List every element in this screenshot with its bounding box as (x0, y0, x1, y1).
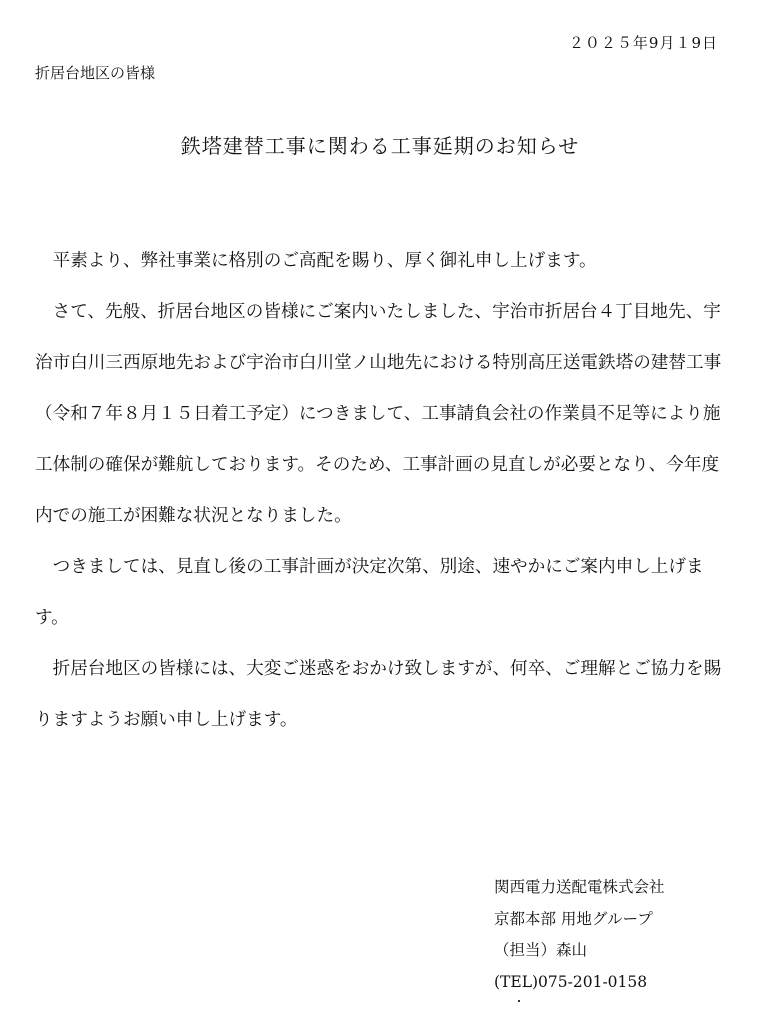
paragraph-followup: つきましては、見直し後の工事計画が決定次第、別途、速やかにご案内申し上げます。 (35, 557, 704, 628)
sender-block (494, 872, 665, 998)
paragraph-postponement: さて、先般、折居台地区の皆様にご案内いたしました、宇治市折居台４丁目地先、宇治市白川三西原地先および宇治市白川堂ノ山地先における特別高圧送電鉄塔の建替工事（令和７年８月１５日着工予定）につきまして、工事請負会社の作業員不足等により施工体制の確保が難航しております。そのため、工事計画の見直しが必要となり、今年度内での施工が困難な状況となりました。 (35, 302, 722, 526)
sender-contact: （担当）森山 (494, 941, 588, 959)
issue-date: ２０２５年9月１9日 (568, 34, 718, 52)
scan-speck (518, 1000, 520, 1002)
notice-body (35, 236, 725, 746)
paragraph-greeting: 平素より、弊社事業に格別のご高配を賜り、厚く御礼申し上げます。 (52, 251, 597, 271)
notice-title: 鉄塔建替工事に関わる工事延期のお知らせ (180, 134, 580, 158)
sender-department: 京都本部 用地グループ (494, 909, 653, 928)
recipient: 折居台地区の皆様 (35, 64, 156, 82)
sender-company: 関西電力送配電株式会社 (494, 878, 665, 896)
paragraph-apology: 折居台地区の皆様には、大変ご迷惑をおかけ致しますが、何卒、ご理解とご協力を賜りますようお願い申し上げます。 (35, 659, 722, 730)
sender-phone: (TEL)075-201-0158 (494, 972, 648, 991)
